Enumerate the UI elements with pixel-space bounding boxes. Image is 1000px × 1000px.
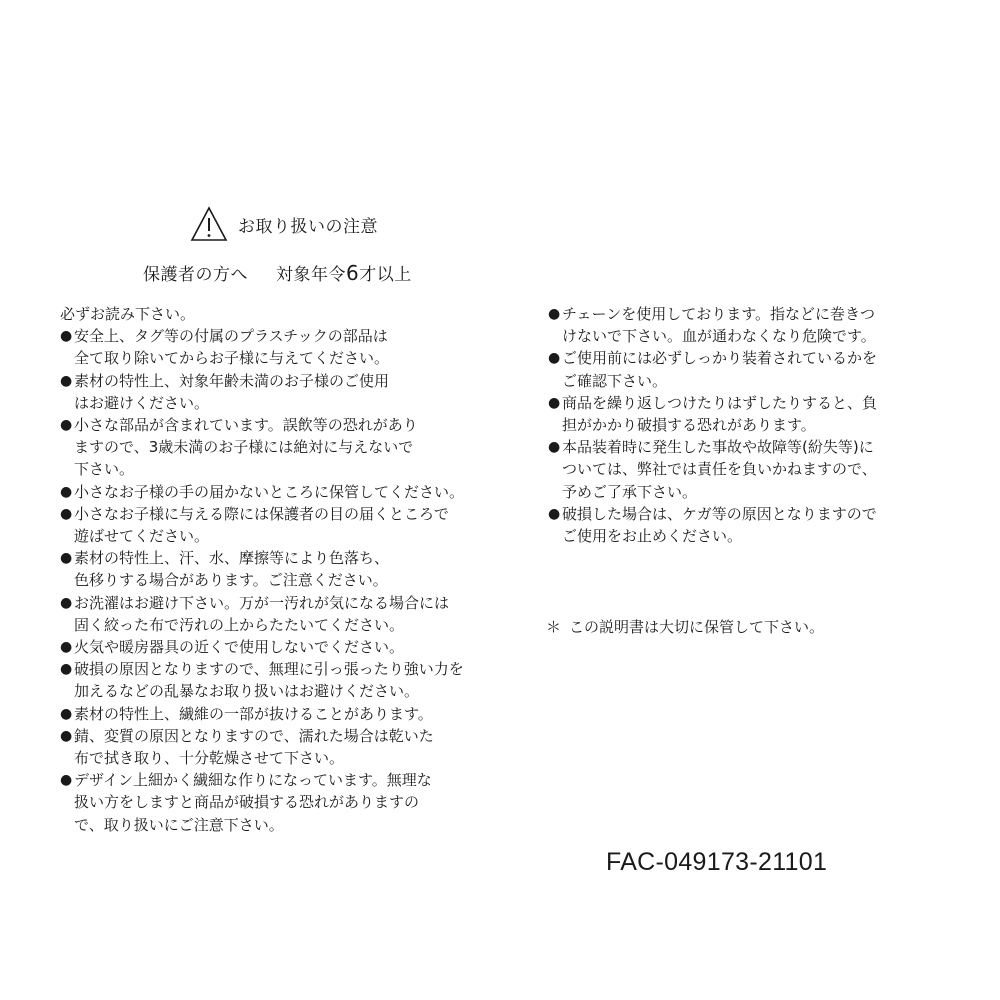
list-item xyxy=(60,325,490,369)
bullet-dot: ● xyxy=(60,639,73,656)
item-line: 素材の特性上、汗、水、摩擦等により色落ち、 xyxy=(74,549,390,568)
list-item xyxy=(60,414,490,481)
bullet-dot: ● xyxy=(60,417,73,434)
list-item xyxy=(60,658,490,702)
bullet-dot: ● xyxy=(60,372,73,389)
right-item-list xyxy=(548,303,938,547)
list-item xyxy=(60,481,490,503)
bullet-dot: ● xyxy=(60,772,73,789)
list-item xyxy=(60,769,490,836)
list-item xyxy=(60,370,490,414)
item-line: ご使用前には必ずしっかり装着されているかを xyxy=(562,349,878,368)
item-line: 加えるなどの乱暴なお取り扱いはお避けください。 xyxy=(74,682,420,701)
intro-text: 必ずお読み下さい。 xyxy=(60,305,196,323)
item-line: ますので、3歳未満のお子様には絶対に与えないで xyxy=(74,438,414,457)
item-line: 予めご了承下さい。 xyxy=(562,482,698,501)
age-suffix: 才以上 xyxy=(359,265,412,285)
item-line: デザイン上細かく繊細な作りになっています。無理な xyxy=(74,771,432,790)
item-line: 素材の特性上、対象年齢未満のお子様のご使用 xyxy=(74,371,390,390)
bullet-dot: ● xyxy=(548,505,561,522)
list-item xyxy=(548,392,938,436)
item-line: 扱い方をしますと商品が破損する恐れがありますの xyxy=(74,793,420,812)
bullet-dot: ● xyxy=(548,350,561,367)
item-line: チェーンを使用しております。指などに巻きつ xyxy=(562,305,876,323)
item-line: けないで下さい。血が通わなくなり危険です。 xyxy=(562,327,876,346)
list-item xyxy=(548,503,938,547)
bullet-dot: ● xyxy=(60,661,73,678)
item-line: 下さい。 xyxy=(74,460,135,479)
keep-note-text: この説明書は大切に保管して下さい。 xyxy=(569,618,825,636)
item-line: 錆、変質の原因となりますので、濡れた場合は乾いた xyxy=(74,726,434,745)
item-line: 小さなお子様の手の届かないところに保管してください。 xyxy=(74,482,465,501)
bullet-dot: ● xyxy=(60,727,73,744)
item-line: 商品を繰り返しつけたりはずしたりすると、負 xyxy=(562,393,878,412)
item-line: ご確認下さい。 xyxy=(562,371,668,390)
warning-triangle-icon xyxy=(190,206,228,242)
item-line: 素材の特性上、繊維の一部が抜けることがあります。 xyxy=(74,704,433,723)
right-column xyxy=(548,303,938,547)
item-line: 破損の原因となりますので、無理に引っ張ったり強い力を xyxy=(74,660,464,679)
bullet-dot: ● xyxy=(60,550,73,567)
item-line: で、取り扱いにご注意下さい。 xyxy=(74,815,284,834)
bullet-dot: ● xyxy=(60,328,73,345)
list-item xyxy=(60,503,490,547)
item-line: 固く絞った布で汚れの上からたたいてください。 xyxy=(74,615,405,634)
age-prefix: 対象年令 xyxy=(276,265,346,285)
item-line: 小さなお子様に与える際には保護者の目の届くところで xyxy=(74,504,449,523)
list-item xyxy=(60,592,490,636)
item-line: お洗濯はお避け下さい。万が一汚れが気になる場合には xyxy=(74,593,450,612)
bullet-dot: ● xyxy=(60,594,73,611)
bullet-dot: ● xyxy=(548,306,561,322)
title-row xyxy=(190,204,378,244)
list-item xyxy=(60,703,490,725)
list-item xyxy=(60,547,490,591)
item-line: はお避けください。 xyxy=(74,393,210,412)
list-item xyxy=(548,436,938,503)
bullet-dot: ● xyxy=(548,394,561,411)
age-number: 6 xyxy=(346,261,360,285)
item-line: 本品装着時に発生した事故や故障等(紛失等)に xyxy=(562,438,874,457)
list-item xyxy=(548,303,938,347)
item-line: 破損した場合は、ケガ等の原因となりますので xyxy=(562,504,877,523)
left-column xyxy=(60,303,490,836)
product-code: FAC-049173-21101 xyxy=(606,848,828,876)
list-item xyxy=(60,725,490,769)
target-age-line xyxy=(143,260,412,285)
item-line: ついては、弊社では責任を負いかねますので、 xyxy=(562,460,877,479)
list-item xyxy=(548,347,938,391)
keep-note xyxy=(546,616,824,637)
bullet-dot: ● xyxy=(60,505,73,522)
item-line: 布で拭き取り、十分乾燥させて下さい。 xyxy=(74,749,345,768)
asterisk-mark: ＊ xyxy=(546,618,562,636)
item-line: 全て取り除いてからお子様に与えてください。 xyxy=(74,349,390,368)
bullet-dot: ● xyxy=(548,439,561,456)
item-line: 担がかかり破損する恐れがあります。 xyxy=(562,416,816,435)
item-line: 火気や暖房器具の近くで使用しないでください。 xyxy=(74,638,405,657)
guardian-label: 保護者の方へ xyxy=(143,265,248,285)
left-item-list xyxy=(60,325,490,836)
bullet-dot: ● xyxy=(60,483,73,500)
item-line: 色移りする場合があります。ご注意ください。 xyxy=(74,571,388,590)
page-title: お取り扱いの注意 xyxy=(238,216,378,237)
bullet-dot: ● xyxy=(60,705,73,722)
item-line: 小さな部品が含まれています。誤飲等の恐れがあり xyxy=(74,416,418,435)
item-line: 安全上、タグ等の付属のプラスチックの部品は xyxy=(74,327,388,346)
item-line: 遊ばせてください。 xyxy=(74,527,210,546)
list-item xyxy=(60,636,490,658)
item-line: ご使用をお止めください。 xyxy=(562,527,743,546)
